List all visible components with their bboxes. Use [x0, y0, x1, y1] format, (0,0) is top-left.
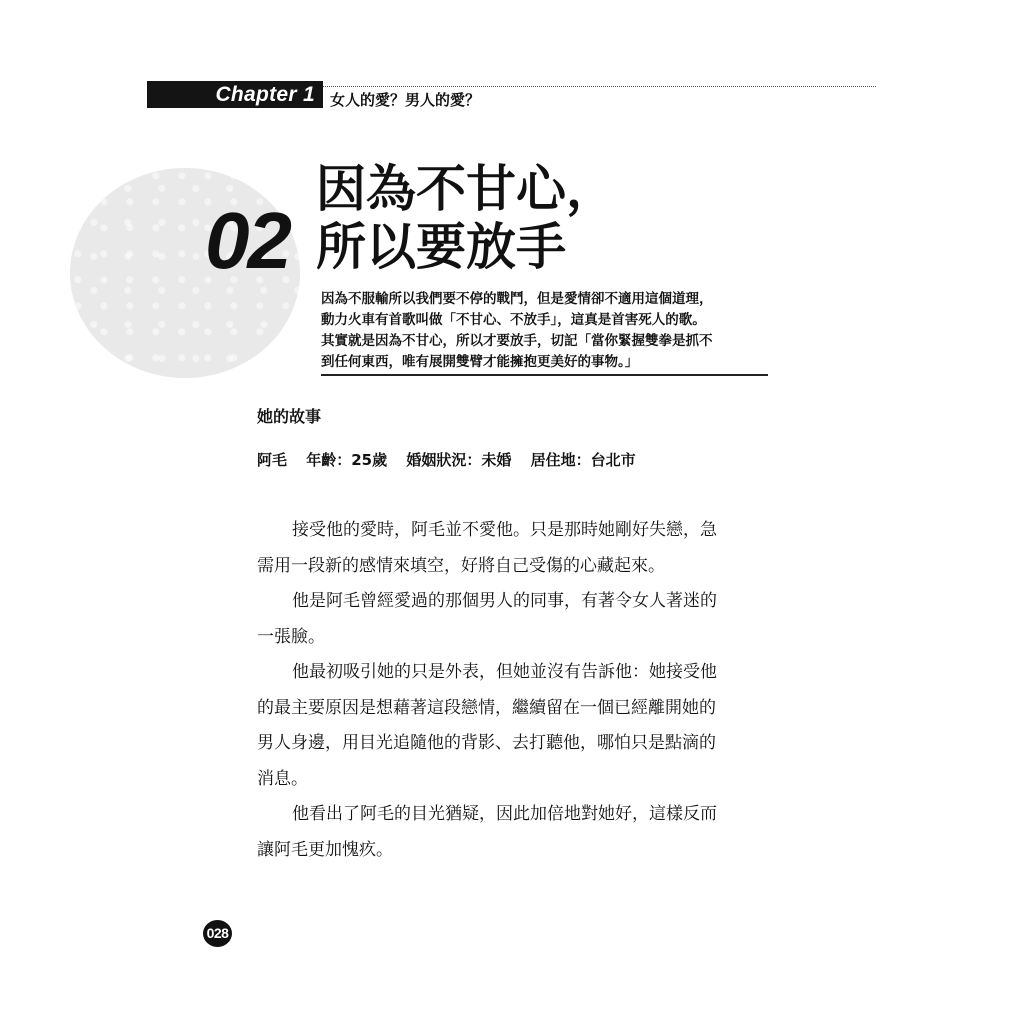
body-line: 他最初吸引她的只是外表，但她並沒有告訴他：她接受他	[292, 662, 717, 682]
profile-line	[257, 449, 650, 471]
chapter-header-bar	[147, 81, 323, 108]
intro-divider	[321, 374, 768, 376]
body-line: 男人身邊，用目光追隨他的背影、去打聽他，哪怕只是點滴的	[257, 733, 716, 753]
intro-line: 到任何東西，唯有展開雙臂才能擁抱更美好的事物。」	[321, 354, 639, 370]
chapter-label: Chapter 1	[215, 83, 315, 106]
intro-line: 因為不服輸所以我們要不停的戰鬥，但是愛情卻不適用這個道理，	[321, 291, 713, 307]
body-line: 需用一段新的感情來填空，好將自己受傷的心藏起來。	[257, 555, 665, 576]
intro-line: 動力火車有首歌叫做「不甘心、不放手」，這真是首害死人的歌。	[321, 312, 706, 328]
profile-residence: 居住地：台北市	[530, 451, 636, 469]
article-title-line: 因為不甘心，	[316, 160, 616, 218]
body-line: 消息。	[257, 768, 308, 789]
body-line: 一張臉。	[257, 626, 325, 647]
profile-name: 阿毛	[257, 451, 288, 469]
page-number: 028	[203, 920, 232, 947]
profile-age: 年齡：25歲	[306, 451, 388, 469]
body-line: 接受他的愛時，阿毛並不愛他。只是那時她剛好失戀，急	[292, 520, 717, 540]
body-text	[257, 513, 777, 868]
profile-marital-status: 婚姻狀況：未婚	[406, 451, 512, 469]
article-title-line: 所以要放手	[316, 218, 566, 276]
article-title	[316, 160, 616, 276]
body-line: 他看出了阿毛的目光猶疑，因此加倍地對她好，這樣反而	[292, 804, 717, 824]
body-line: 的最主要原因是想藉著這段戀情，繼續留在一個已經離開她的	[257, 697, 716, 718]
article-number: 02	[205, 196, 290, 285]
body-line: 他是阿毛曾經愛過的那個男人的同事，有著令女人著迷的	[292, 591, 717, 611]
chapter-title: 女人的愛？男人的愛？	[330, 91, 481, 109]
section-heading: 她的故事	[257, 407, 322, 426]
intro-paragraph	[321, 289, 771, 373]
header-dotted-rule	[323, 86, 876, 87]
body-line: 讓阿毛更加愧疚。	[257, 839, 393, 860]
intro-line: 其實就是因為不甘心，所以才要放手，切記「當你緊握雙拳是抓不	[321, 333, 713, 349]
